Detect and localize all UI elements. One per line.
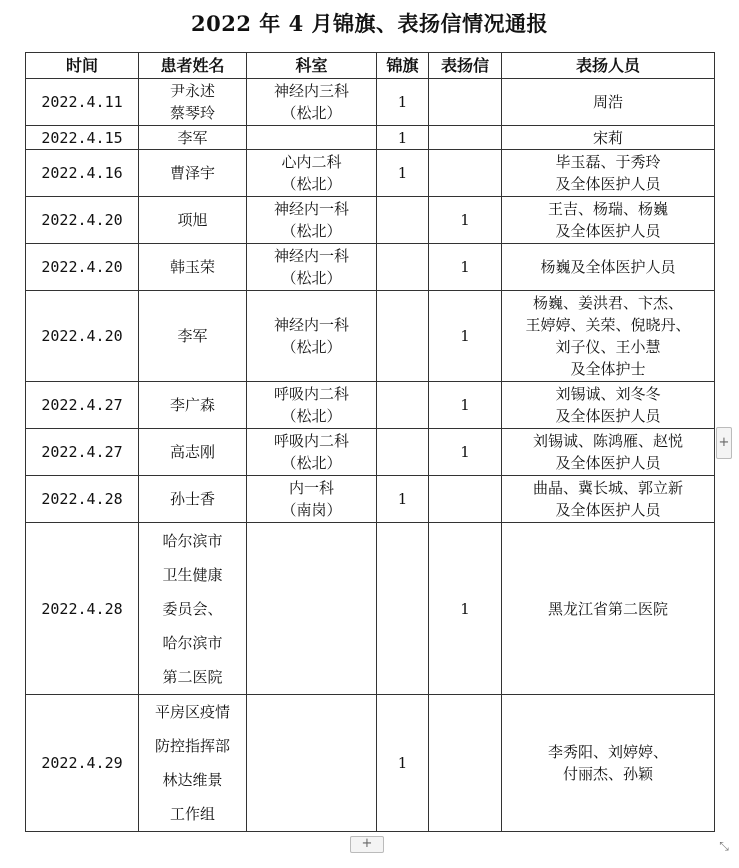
table-row [26, 244, 715, 291]
table-row [26, 695, 715, 832]
cell-date: 2022.4.16 [26, 150, 139, 197]
cell-patient [139, 476, 247, 523]
cell-department-line: 呼吸内二科 [273, 432, 349, 450]
header-row [26, 53, 715, 79]
cell-department-line: 神经内三科 [273, 82, 349, 100]
cell-department-line: 心内二科 [281, 153, 342, 171]
cell-letter [429, 126, 502, 150]
cell-date: 2022.4.20 [26, 291, 139, 382]
cell-date: 2022.4.11 [26, 79, 139, 126]
cell-patient [139, 197, 247, 244]
cell-staff [502, 695, 715, 832]
cell-patient-line: 委员会、 [162, 599, 223, 618]
cell-staff-line: 李秀阳、刘婷婷、 [547, 743, 668, 761]
cell-department-line: 呼吸内二科 [273, 385, 349, 403]
cell-patient [139, 429, 247, 476]
cell-patient-line: 韩玉荣 [169, 258, 215, 276]
cell-letter: 1 [429, 244, 502, 291]
cell-patient [139, 695, 247, 832]
table-row [26, 150, 715, 197]
table-row [26, 79, 715, 126]
report-table [25, 52, 715, 832]
cell-date: 2022.4.15 [26, 126, 139, 150]
cell-patient [139, 382, 247, 429]
cell-staff-line: 刘锡诚、陈鸿雁、赵悦 [532, 432, 683, 450]
cell-banner [377, 523, 429, 695]
cell-banner: 1 [377, 150, 429, 197]
report-title: 2022 年 4 月锦旗、表扬信情况通报 [191, 11, 548, 36]
cell-department [247, 523, 377, 695]
cell-staff [502, 126, 715, 150]
cell-date: 2022.4.28 [26, 476, 139, 523]
cell-staff [502, 150, 715, 197]
cell-staff-line: 刘子仪、王小慧 [555, 338, 661, 356]
cell-staff-line: 及全体医护人员 [555, 175, 661, 193]
cell-staff-line: 王婷婷、关荣、倪晓丹、 [525, 316, 691, 334]
cell-staff-line: 曲晶、冀长城、郭立新 [532, 479, 683, 497]
cell-banner: 1 [377, 695, 429, 832]
cell-patient-line: 防控指挥部 [154, 737, 230, 755]
cell-staff-line: 付丽杰、孙颖 [562, 765, 653, 783]
cell-banner [377, 382, 429, 429]
cell-staff-line: 刘锡诚、刘冬冬 [555, 385, 661, 403]
cell-patient-line: 孙士香 [169, 490, 215, 508]
cell-department [247, 244, 377, 291]
cell-banner [377, 244, 429, 291]
cell-letter: 1 [429, 429, 502, 476]
cell-letter [429, 476, 502, 523]
table-row [26, 382, 715, 429]
cell-date: 2022.4.20 [26, 197, 139, 244]
cell-patient-line: 李军 [177, 327, 208, 345]
cell-staff-line: 及全体医护人员 [555, 407, 661, 425]
cell-patient-line: 林达维景 [162, 771, 223, 789]
cell-letter: 1 [429, 197, 502, 244]
cell-department [247, 197, 377, 244]
cell-banner: 1 [377, 476, 429, 523]
cell-patient-line: 高志刚 [169, 443, 215, 461]
cell-department [247, 476, 377, 523]
add-row-button[interactable]: + [350, 836, 384, 853]
cell-staff-line: 杨巍、姜洪君、卞杰、 [532, 294, 683, 312]
header-letter: 表扬信 [429, 53, 502, 79]
cell-department-line: （松北） [281, 454, 342, 472]
cell-patient [139, 523, 247, 695]
cell-department [247, 79, 377, 126]
cell-staff [502, 244, 715, 291]
cell-staff-line: 及全体医护人员 [555, 501, 661, 519]
cell-department [247, 291, 377, 382]
cell-department-line: （松北） [281, 269, 342, 287]
cell-patient [139, 244, 247, 291]
cell-patient-line: 李广森 [169, 396, 215, 414]
cell-staff [502, 382, 715, 429]
cell-date: 2022.4.20 [26, 244, 139, 291]
cell-staff-line: 周浩 [592, 93, 623, 111]
cell-patient-line: 哈尔滨市 [162, 531, 223, 550]
cell-staff [502, 79, 715, 126]
cell-patient-line: 第二医院 [162, 667, 223, 686]
cell-patient-line: 项旭 [177, 211, 208, 229]
cell-staff-line: 黑龙江省第二医院 [547, 599, 668, 618]
cell-patient-line: 哈尔滨市 [162, 633, 223, 652]
cell-letter: 1 [429, 382, 502, 429]
table-row [26, 476, 715, 523]
cell-patient-line: 尹永述 [169, 82, 215, 100]
cell-department-line: （南岗） [281, 501, 342, 519]
cell-date: 2022.4.27 [26, 382, 139, 429]
cell-department-line: （松北） [281, 175, 342, 193]
cell-department-line: （松北） [281, 407, 342, 425]
cell-staff-line: 及全体医护人员 [555, 222, 661, 240]
table-row [26, 291, 715, 382]
cell-staff-line: 杨巍及全体医护人员 [540, 258, 676, 276]
cell-patient-line: 平房区疫情 [154, 703, 230, 721]
cell-staff [502, 291, 715, 382]
cell-letter [429, 695, 502, 832]
cell-staff [502, 476, 715, 523]
cell-patient-line: 工作组 [169, 805, 215, 823]
cell-department-line: 神经内一科 [273, 200, 349, 218]
cell-department [247, 382, 377, 429]
cell-staff-line: 王吉、杨瑞、杨巍 [547, 200, 668, 218]
cell-patient [139, 126, 247, 150]
cell-letter [429, 79, 502, 126]
cell-department-line: （松北） [281, 104, 342, 122]
cell-date: 2022.4.29 [26, 695, 139, 832]
header-department: 科室 [247, 53, 377, 79]
cell-patient-line: 蔡琴玲 [169, 104, 215, 122]
cell-letter: 1 [429, 523, 502, 695]
cell-staff-line: 宋莉 [592, 128, 623, 147]
header-banner: 锦旗 [377, 53, 429, 79]
cell-patient-line: 曹泽宇 [169, 164, 215, 182]
cell-letter: 1 [429, 291, 502, 382]
cell-department [247, 695, 377, 832]
header-patient: 患者姓名 [139, 53, 247, 79]
cell-staff-line: 及全体护士 [570, 360, 646, 378]
cell-patient-line: 李军 [177, 128, 208, 147]
cell-staff [502, 523, 715, 695]
cell-date: 2022.4.27 [26, 429, 139, 476]
cell-staff-line: 及全体医护人员 [555, 454, 661, 472]
cell-patient [139, 79, 247, 126]
cell-staff [502, 429, 715, 476]
cell-department-line: 神经内一科 [273, 247, 349, 265]
cell-patient [139, 291, 247, 382]
cell-staff [502, 197, 715, 244]
cell-letter [429, 150, 502, 197]
cell-department [247, 126, 377, 150]
table-row [26, 126, 715, 150]
cell-banner [377, 197, 429, 244]
cell-department-line: 神经内一科 [273, 316, 349, 334]
cell-department-line: （松北） [281, 338, 342, 356]
cell-department-line: （松北） [281, 222, 342, 240]
cell-department [247, 429, 377, 476]
table-row [26, 523, 715, 695]
cell-banner [377, 291, 429, 382]
header-date: 时间 [26, 53, 139, 79]
cell-patient-line: 卫生健康 [162, 565, 223, 584]
cell-department-line: 内一科 [288, 479, 334, 497]
cell-banner: 1 [377, 126, 429, 150]
cell-department [247, 150, 377, 197]
cell-staff-line: 毕玉磊、于秀玲 [555, 153, 661, 171]
cell-patient [139, 150, 247, 197]
resize-handle-icon[interactable]: ⤡ [719, 839, 729, 853]
table-row [26, 429, 715, 476]
cell-banner: 1 [377, 79, 429, 126]
cell-date: 2022.4.28 [26, 523, 139, 695]
add-column-button[interactable]: + [716, 427, 732, 459]
cell-banner [377, 429, 429, 476]
table-row [26, 197, 715, 244]
header-staff: 表扬人员 [502, 53, 715, 79]
